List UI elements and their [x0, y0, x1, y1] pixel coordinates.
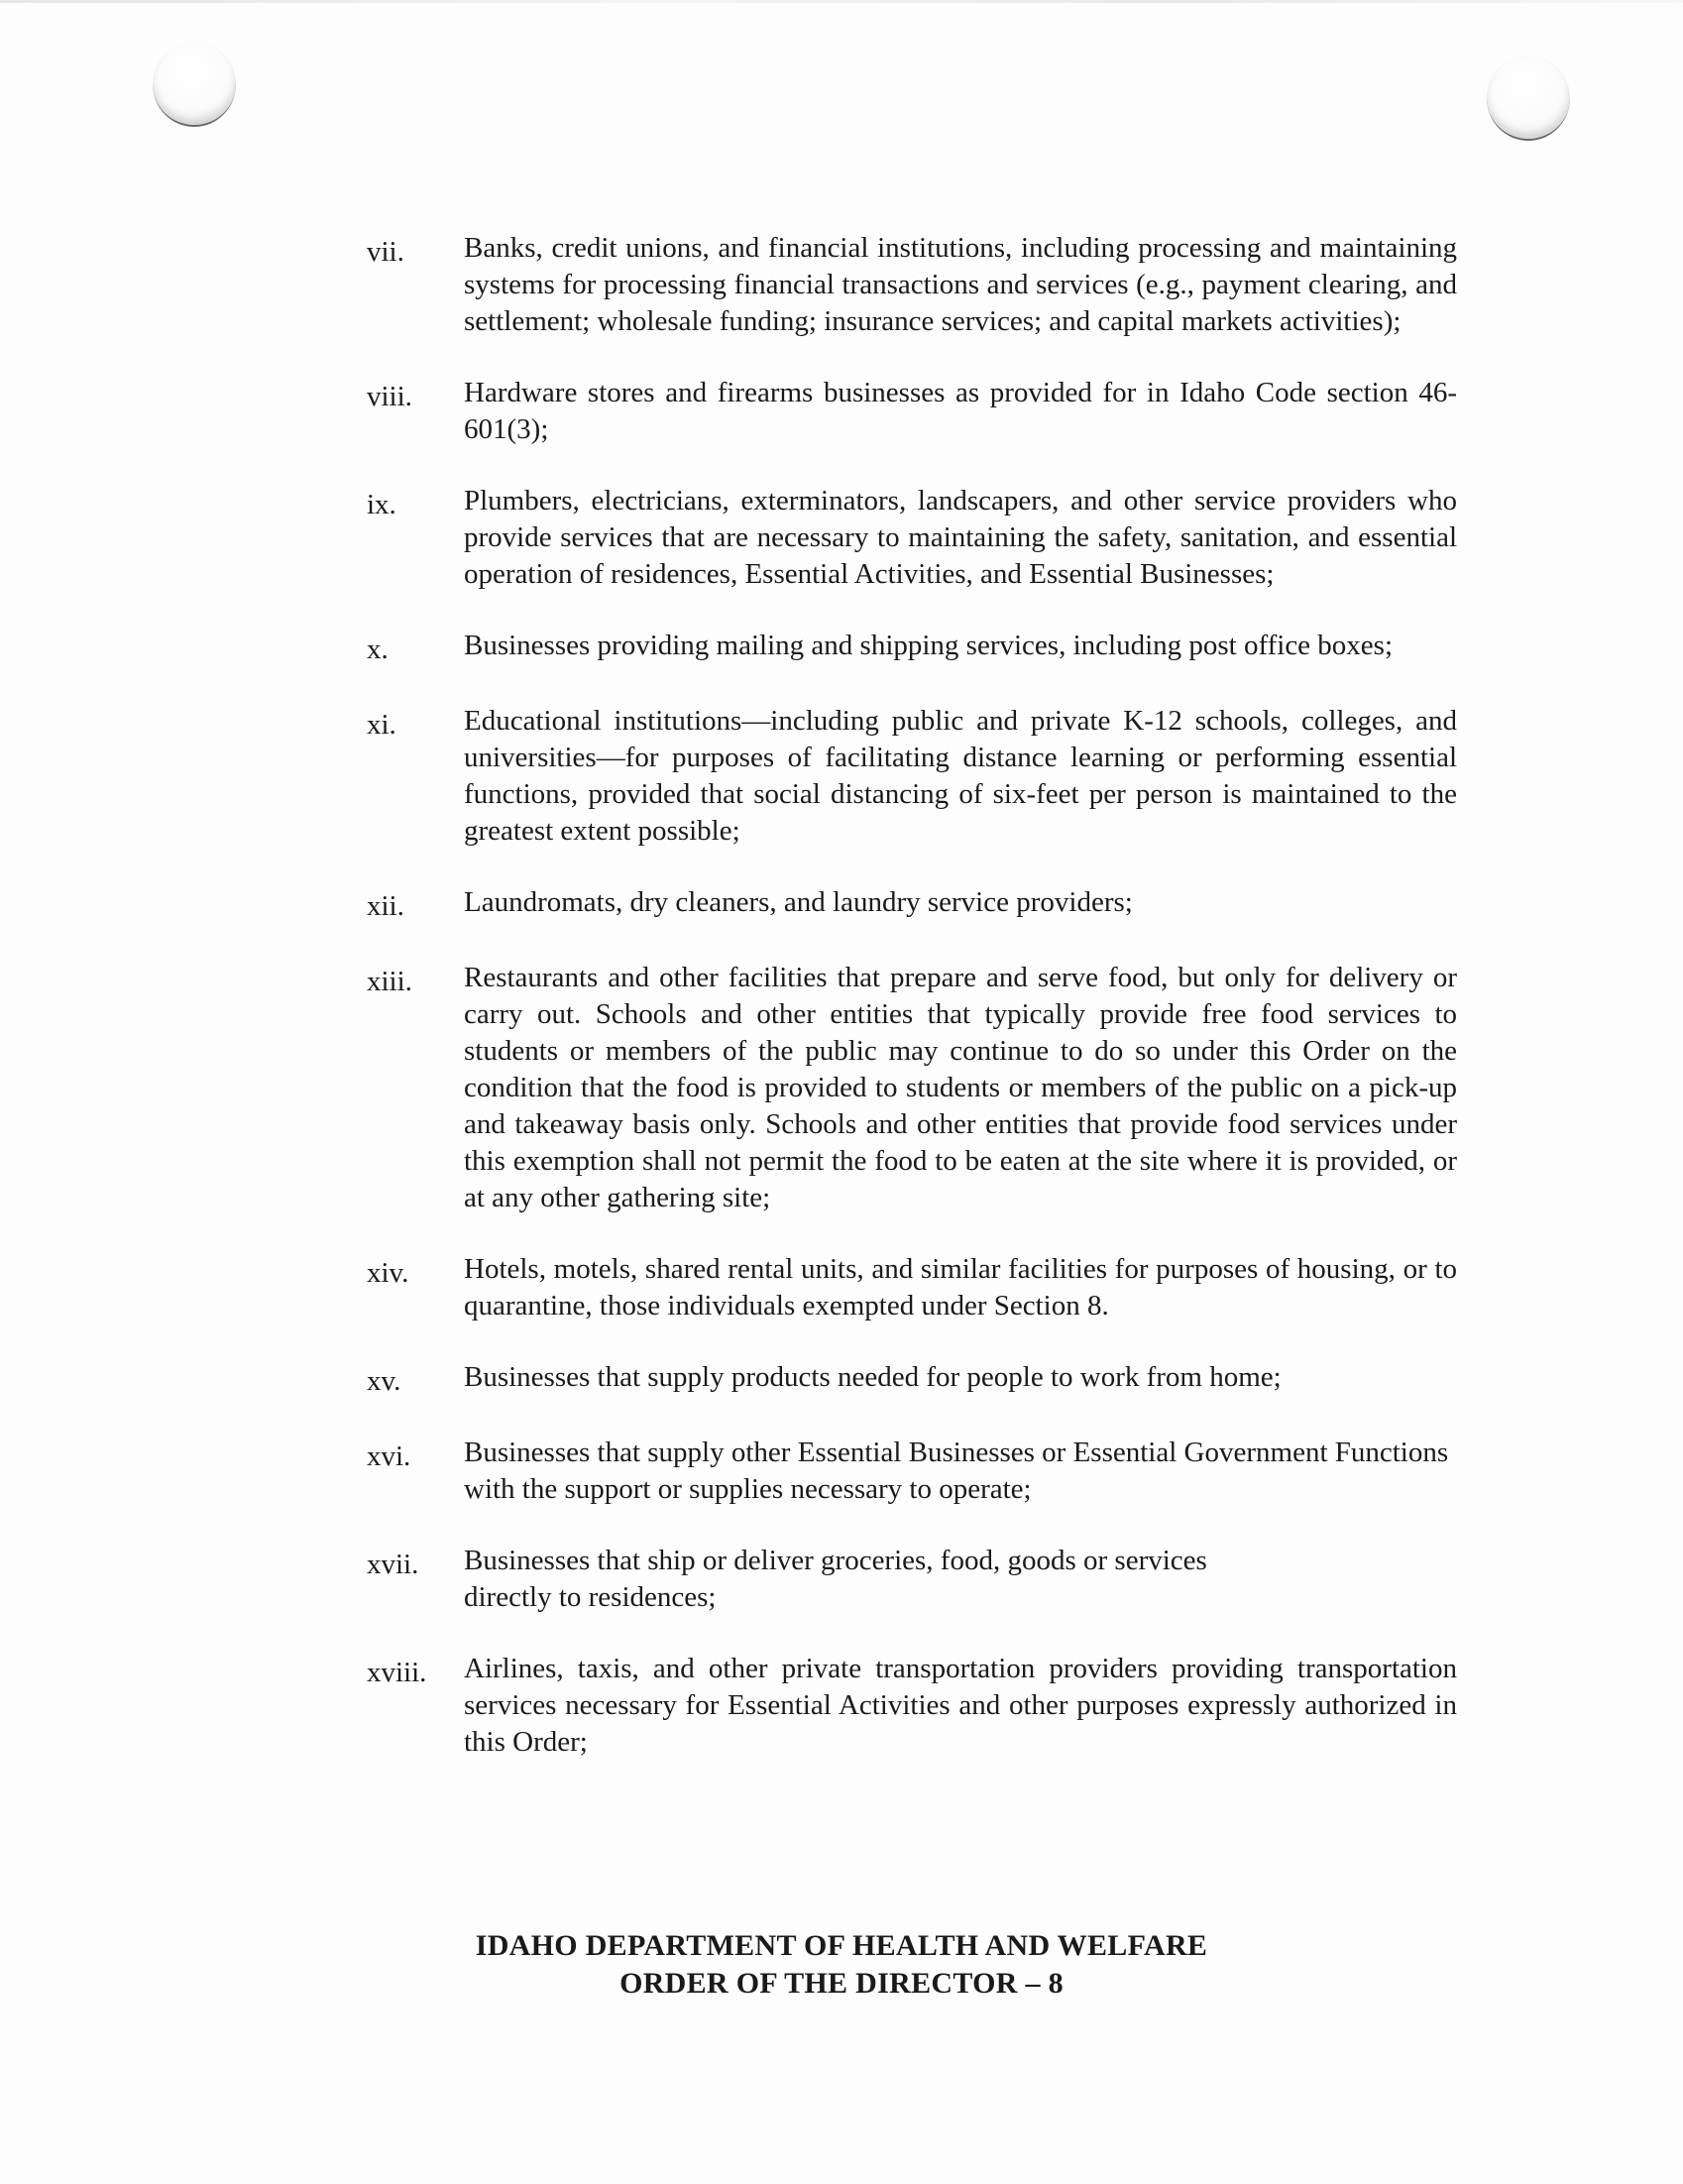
essential-business-list: [367, 230, 1457, 1795]
punch-hole-right: [1487, 56, 1570, 141]
list-item: [367, 1651, 1457, 1761]
list-item-text: Businesses that supply products needed for people to work from home;: [464, 1361, 1282, 1393]
list-item: [367, 230, 1457, 340]
list-item: [367, 960, 1457, 1216]
footer-department: IDAHO DEPARTMENT OF HEALTH AND WELFARE: [475, 1929, 1208, 1962]
list-item-text: Hotels, motels, shared rental units, and similar facilities for purposes of housing, or to quarantine, those individuals exempted under Section 8.: [464, 1253, 1457, 1322]
list-item: [367, 1251, 1457, 1324]
list-item: [367, 483, 1457, 593]
list-item-number: vii.: [367, 236, 404, 268]
list-item-text: Hardware stores and firearms businesses as provided for in Idaho Code section 46-601(3);: [464, 377, 1457, 445]
list-item-number: x.: [367, 633, 389, 665]
list-item: [367, 884, 1457, 925]
list-item: [367, 1435, 1457, 1508]
list-item-number: xv.: [367, 1365, 401, 1397]
punch-hole-left: [153, 42, 236, 127]
list-item-text: Banks, credit unions, and financial institutions, including processing and maintaining systems for processing financial transactions and services (e.g., payment clearing, and settlement; wholesale funding; insurance services; and capital markets activities);: [464, 232, 1457, 337]
list-item-number: xiii.: [367, 966, 412, 997]
scan-top-edge: [0, 0, 1683, 3]
list-item: [367, 375, 1457, 448]
list-item-text: Plumbers, electricians, exterminators, landscapers, and other service providers who provide services that are necessary to maintaining the safety, sanitation, and essential operation of residences, Essential Activities, and Essential Businesses;: [464, 485, 1457, 590]
footer-order-page: ORDER OF THE DIRECTOR – 8: [619, 1967, 1064, 2000]
list-item-number: xii.: [367, 890, 404, 922]
list-item-number: xviii.: [367, 1657, 427, 1688]
list-item: [367, 1543, 1457, 1616]
list-item-text: Airlines, taxis, and other private transportation providers providing transportation services necessary for Essential Activities and other purposes expressly authorized in this Order;: [464, 1653, 1457, 1758]
list-item-number: xiv.: [367, 1257, 409, 1289]
list-item-number: ix.: [367, 489, 396, 520]
list-item-number: xvi.: [367, 1440, 411, 1472]
list-item-number: xvii.: [367, 1549, 419, 1580]
list-item-text: Educational institutions—including public and private K-12 schools, colleges, and universities—for purposes of facilitating distance learning or performing essential functions, provided that social distancing of six-feet per person is maintained to the greatest extent possible;: [464, 705, 1457, 847]
list-item-text: Businesses that supply other Essential Businesses or Essential Government Functions with the support or supplies necessary to operate;: [464, 1437, 1449, 1505]
list-item-text: Businesses providing mailing and shipping services, including post office boxes;: [464, 630, 1394, 661]
list-item-text: Laundromats, dry cleaners, and laundry service providers;: [464, 886, 1133, 918]
list-item-text: Businesses that ship or deliver groceries, food, goods or services directly to residences;: [464, 1545, 1207, 1613]
list-item: [367, 628, 1457, 668]
list-item-text: Restaurants and other facilities that prepare and serve food, but only for delivery or carry out. Schools and other entities that typically provide free food services to students or members of the public may continue to do so under this Order on the condition that the food is provided to students or members of the public on a pick-up and takeaway basis only. Schools and other entities that provide food services under this exemption shall not permit the food to be eaten at the site where it is provided, or at any other gathering site;: [464, 962, 1457, 1213]
document-footer: [0, 1927, 1683, 2003]
list-item: [367, 1359, 1457, 1400]
list-item-number: xi.: [367, 709, 396, 741]
list-item: [367, 703, 1457, 850]
list-item-number: viii.: [367, 381, 412, 412]
